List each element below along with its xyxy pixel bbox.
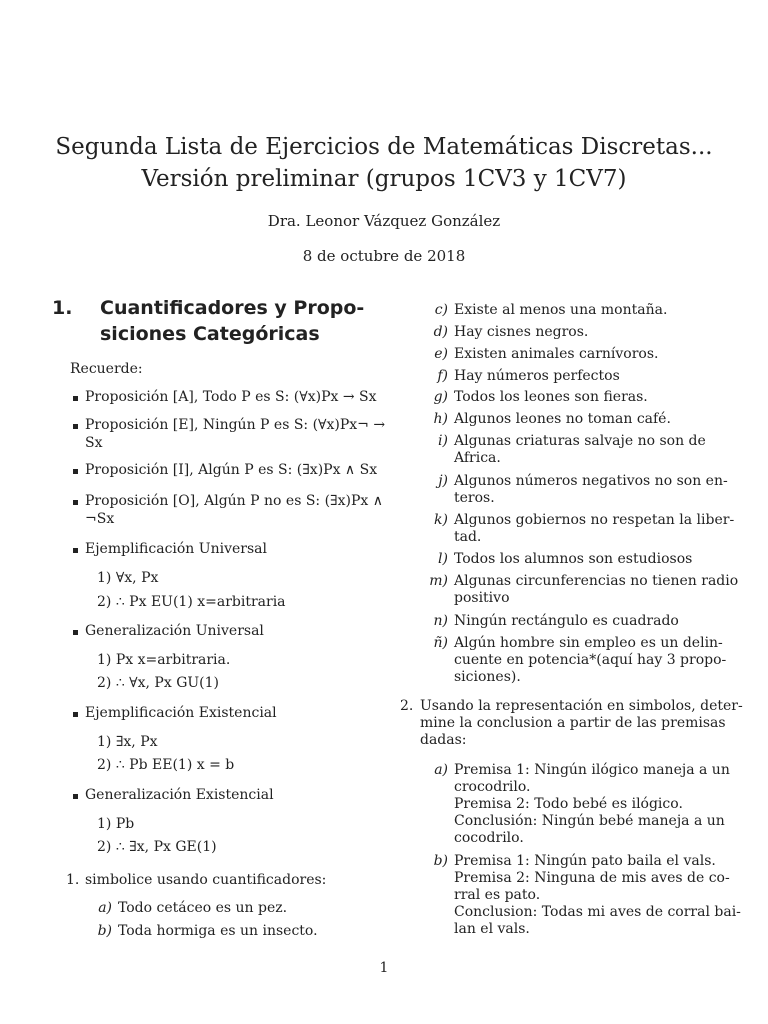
prop-i: Proposición [I], Algún P es S: (∃x)Px ∧ Sx (85, 462, 378, 478)
item-l: Todos los alumnos son estudiosos (454, 551, 693, 567)
exercise2-b-line5: lan el vals. (454, 921, 530, 937)
prop-o-line1: Proposición [O], Algún P no es S: (∃x)Px ∧ (85, 493, 384, 509)
item-nn-line1: Algún hombre sin empleo es un delin- (454, 635, 723, 651)
author: Dra. Leonor Vázquez González (267, 212, 501, 230)
item-n-label: n) (433, 613, 448, 629)
bullet-icon (73, 630, 78, 635)
item-i-label: i) (438, 433, 448, 449)
prop-a: Proposición [A], Todo P es S: (∀x)Px → Sx (85, 389, 377, 405)
recuerde-label: Recuerde: (70, 361, 143, 377)
gu-step1: 1) Px x=arbitraria. (97, 652, 231, 668)
item-f-label: f) (437, 368, 448, 384)
item-d: Hay cisnes negros. (454, 324, 589, 340)
item-k-line2: tad. (454, 529, 482, 545)
item-nn-label: ñ) (433, 635, 448, 651)
item-j-line2: teros. (454, 490, 495, 506)
item-k-line1: Algunos gobiernos no respetan la liber- (454, 512, 735, 528)
page-number: 1 (379, 960, 389, 976)
ee-heading: Ejemplificación Existencial (85, 705, 277, 721)
item-c-label: c) (434, 302, 448, 318)
eu-step2: 2) ∴ Px EU(1) x=arbitraria (97, 594, 286, 610)
item-j-label: j) (438, 473, 448, 489)
item-m-line2: positivo (454, 590, 510, 606)
exercise2-b-line2: Premisa 2: Ninguna de mis aves de co- (454, 870, 730, 886)
prop-o-line2: ¬Sx (85, 511, 115, 527)
bullet-icon (73, 712, 78, 717)
section-title-line1: Cuantificadores y Propo- (100, 297, 365, 319)
exercise1-a-label: a) (98, 900, 112, 916)
item-i-line2: Africa. (454, 450, 501, 466)
item-d-label: d) (433, 324, 448, 340)
exercise2-b-line3: rral es pato. (454, 887, 541, 903)
prop-e-line1: Proposición [E], Ningún P es S: (∀x)Px¬ → (85, 417, 386, 433)
exercise2-text-line3: dadas: (420, 732, 467, 748)
bullet-icon (73, 548, 78, 553)
exercise2-a-line2: crocodrilo. (454, 779, 531, 795)
exercise1-number: 1. (66, 872, 80, 888)
gu-heading: Generalización Universal (85, 623, 264, 639)
exercise1-b: Toda hormiga es un insecto. (118, 923, 318, 939)
exercise2-b-label: b) (433, 853, 448, 869)
doc-title-line1: Segunda Lista de Ejercicios de Matemáticas Discretas... (55, 134, 713, 160)
gu-step2: 2) ∴ ∀x, Px GU(1) (97, 675, 220, 691)
section-number: 1. (52, 297, 73, 319)
date: 8 de octubre de 2018 (302, 247, 466, 265)
item-m-label: m) (429, 573, 448, 589)
doc-title-line2: Versión preliminar (grupos 1CV3 y 1CV7) (141, 166, 627, 192)
exercise2-a-line4: Conclusión: Ningún bebé maneja a un (454, 813, 725, 829)
item-i-line1: Algunas criaturas salvaje no son de (454, 433, 706, 449)
eu-heading: Ejemplificación Universal (85, 541, 267, 557)
bullet-icon (73, 424, 78, 429)
exercise2-text-line2: mine la conclusion a partir de las premisas (420, 715, 726, 731)
item-k-label: k) (434, 512, 448, 528)
bullet-icon (73, 396, 78, 401)
bullet-icon (73, 794, 78, 799)
exercise2-b-line1: Premisa 1: Ningún pato baila el vals. (454, 853, 716, 869)
item-nn-line2: cuente en potencia*(aquí hay 3 propo- (454, 652, 727, 668)
item-e-label: e) (434, 346, 448, 362)
item-c: Existe al menos una montaña. (454, 302, 668, 318)
item-g: Todos los leones son fieras. (454, 389, 648, 405)
exercise1-text: simbolice usando cuantificadores: (85, 872, 327, 888)
exercise2-text-line1: Usando la representación en simbolos, deter- (420, 698, 743, 714)
exercise2-a-line5: cocodrilo. (454, 830, 524, 846)
section-title-line2: siciones Categóricas (100, 323, 320, 345)
bullet-icon (73, 469, 78, 474)
ge-step2: 2) ∴ ∃x, Px GE(1) (97, 839, 217, 855)
exercise1-b-label: b) (97, 923, 112, 939)
item-m-line1: Algunas circunferencias no tienen radio (454, 573, 739, 589)
item-nn-line3: siciones). (454, 669, 521, 685)
item-e: Existen animales carnívoros. (454, 346, 659, 362)
ge-step1: 1) Pb (97, 816, 135, 832)
exercise1-a: Todo cetáceo es un pez. (118, 900, 288, 916)
bullet-icon (73, 500, 78, 505)
exercise2-number: 2. (400, 698, 414, 714)
item-j-line1: Algunos números negativos no son en- (454, 473, 728, 489)
item-g-label: g) (433, 389, 448, 405)
eu-step1: 1) ∀x, Px (97, 570, 159, 586)
exercise2-a-label: a) (434, 762, 448, 778)
ee-step1: 1) ∃x, Px (97, 734, 158, 750)
item-h: Algunos leones no toman café. (454, 411, 671, 427)
ee-step2: 2) ∴ Pb EE(1) x = b (97, 757, 235, 773)
exercise2-b-line4: Conclusion: Todas mi aves de corral bai- (454, 904, 741, 920)
item-h-label: h) (433, 411, 448, 427)
prop-e-line2: Sx (85, 435, 103, 451)
exercise2-a-line1: Premisa 1: Ningún ilógico maneja a un (454, 762, 730, 778)
item-f: Hay números perfectos (454, 368, 620, 384)
item-n: Ningún rectángulo es cuadrado (454, 613, 679, 629)
ge-heading: Generalización Existencial (85, 787, 274, 803)
item-l-label: l) (438, 551, 448, 567)
exercise2-a-line3: Premisa 2: Todo bebé es ilógico. (454, 796, 683, 812)
